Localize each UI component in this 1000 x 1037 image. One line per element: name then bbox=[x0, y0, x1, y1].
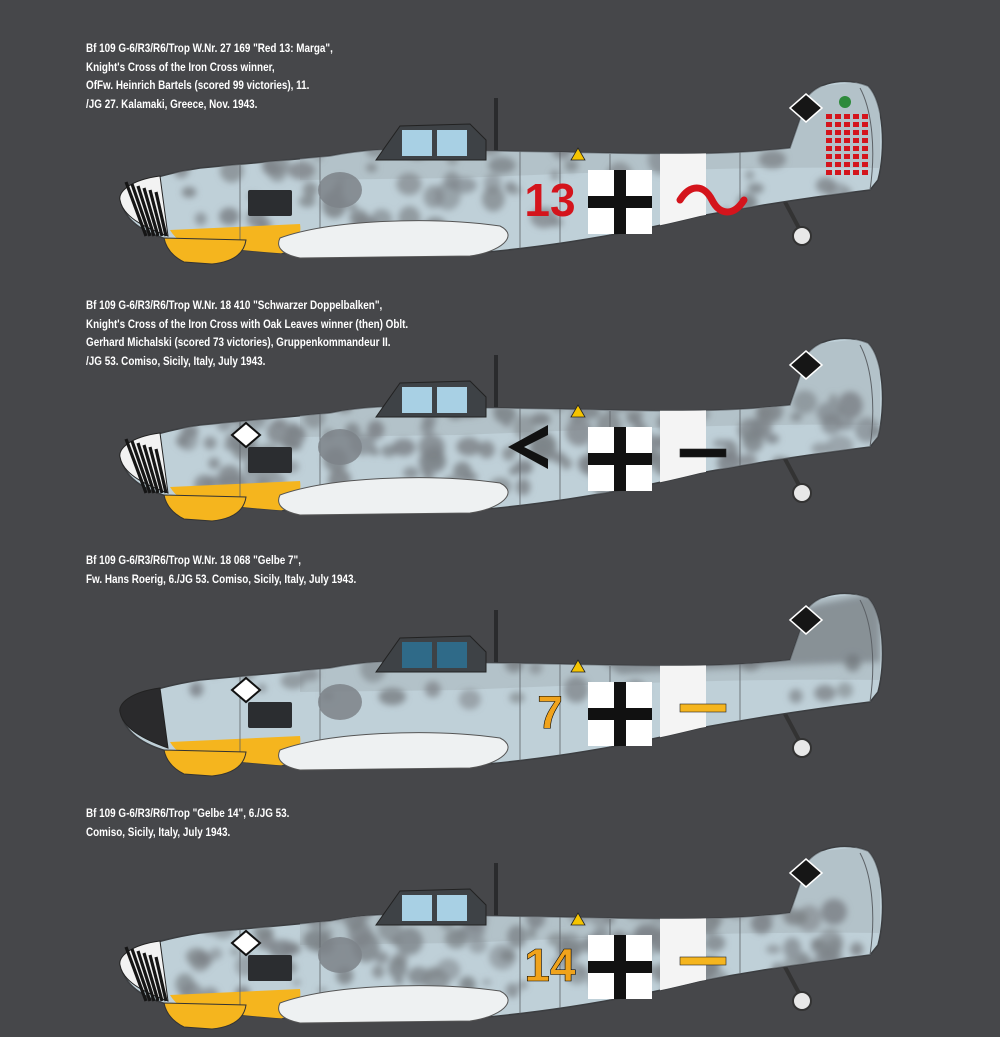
victory-mark bbox=[853, 138, 859, 143]
spine-mottle bbox=[600, 592, 880, 674]
exhaust-stacks bbox=[248, 702, 292, 728]
tailwheel bbox=[793, 739, 811, 757]
victory-mark bbox=[835, 130, 841, 135]
mottle-spot bbox=[739, 454, 757, 468]
victory-mark bbox=[844, 154, 850, 159]
aircraft-illustration bbox=[0, 297, 1000, 529]
mottle-spot bbox=[561, 458, 572, 470]
mottle-spot bbox=[732, 222, 750, 235]
mottle-spot bbox=[702, 903, 718, 916]
mottle-spot bbox=[767, 971, 784, 986]
cross-bar-horizontal bbox=[588, 708, 652, 720]
victory-mark bbox=[844, 162, 850, 167]
antenna-mast bbox=[494, 355, 498, 415]
victory-mark bbox=[826, 162, 832, 167]
mottle-spot bbox=[670, 896, 694, 917]
mottle-spot bbox=[227, 394, 249, 418]
rear-bar-marking bbox=[680, 449, 726, 457]
mottle-spot bbox=[811, 938, 822, 948]
mottle-spot bbox=[816, 177, 836, 193]
rear-bar-marking bbox=[680, 957, 726, 965]
spinner bbox=[120, 941, 168, 1001]
victory-mark bbox=[835, 114, 841, 119]
white-fuselage-band bbox=[660, 895, 706, 1015]
mottle-spot bbox=[766, 945, 781, 954]
mottle-spot bbox=[392, 439, 415, 456]
victory-mark bbox=[826, 138, 832, 143]
victory-mark bbox=[826, 114, 832, 119]
supercharger-bulge bbox=[318, 684, 362, 720]
aircraft-profile-3 bbox=[0, 552, 1000, 784]
mottle-spot bbox=[435, 450, 444, 458]
mottle-spot bbox=[756, 980, 772, 993]
aircraft-group bbox=[120, 80, 883, 264]
mottle-spot bbox=[632, 418, 643, 426]
mottle-spot bbox=[509, 692, 525, 703]
yellow-nose-underside bbox=[164, 1003, 246, 1029]
victory-mark bbox=[835, 146, 841, 151]
mottle-spot bbox=[366, 163, 377, 172]
caption-line: Gerhard Michalski (scored 73 victories), Gruppenkommandeur II. bbox=[86, 337, 391, 349]
mottle-spot bbox=[315, 892, 337, 918]
aircraft-illustration bbox=[0, 805, 1000, 1037]
supercharger-bulge bbox=[318, 937, 362, 973]
balkenkreuz-icon bbox=[588, 170, 652, 234]
mottle-spot bbox=[855, 417, 880, 442]
mottle-spot bbox=[713, 439, 727, 448]
victory-mark bbox=[844, 170, 850, 175]
mottle-spot bbox=[648, 898, 670, 915]
mottle-spot bbox=[182, 187, 196, 198]
canopy-glass bbox=[437, 895, 467, 921]
mottle-spot bbox=[704, 934, 725, 952]
mottle-spot bbox=[772, 963, 783, 976]
cross-bar-horizontal bbox=[588, 453, 652, 465]
mottle-spot bbox=[177, 907, 201, 925]
mottle-spot bbox=[303, 406, 325, 428]
spinner bbox=[120, 433, 168, 493]
mottle-spot bbox=[709, 914, 724, 923]
mottle-spot bbox=[299, 195, 316, 207]
antenna-mast bbox=[494, 98, 498, 158]
mottle-spot bbox=[219, 208, 239, 226]
victory-mark bbox=[826, 130, 832, 135]
mottle-spot bbox=[190, 685, 201, 696]
aircraft-group bbox=[120, 592, 883, 776]
mottle-spot bbox=[574, 138, 589, 148]
mottle-spot bbox=[821, 899, 847, 925]
mottle-spot bbox=[503, 421, 512, 427]
mottle-spot bbox=[577, 969, 587, 975]
victory-mark bbox=[835, 138, 841, 143]
caption-line: OfFw. Heinrich Bartels (scored 99 victories), 11. bbox=[86, 80, 310, 92]
mottle-spot bbox=[287, 425, 305, 440]
mottle-spot bbox=[814, 685, 836, 701]
mottle-spot bbox=[790, 413, 802, 422]
mottle-spot bbox=[231, 904, 242, 914]
mottle-spot bbox=[745, 170, 754, 180]
mottle-spot bbox=[525, 905, 533, 913]
mottle-spot bbox=[459, 923, 486, 940]
yellow-nose-underside bbox=[164, 495, 246, 521]
mottle-spot bbox=[344, 907, 366, 931]
mottle-spot bbox=[810, 460, 832, 474]
victory-mark bbox=[853, 130, 859, 135]
mottle-spot bbox=[824, 456, 837, 471]
mottle-spot bbox=[197, 952, 213, 966]
aircraft-profile-2 bbox=[0, 297, 1000, 529]
mottle-spot bbox=[759, 150, 786, 168]
canopy-glass bbox=[402, 895, 432, 921]
tailwheel-strut bbox=[784, 712, 800, 742]
supercharger-bulge bbox=[318, 172, 362, 208]
victory-mark bbox=[853, 122, 859, 127]
mottle-spot bbox=[598, 894, 619, 918]
victory-mark bbox=[862, 170, 868, 175]
caption-line: Bf 109 G-6/R3/R6/Trop W.Nr. 27 169 "Red 13: Marga", bbox=[86, 43, 333, 55]
exhaust-stacks bbox=[248, 190, 292, 216]
victory-mark bbox=[862, 122, 868, 127]
caption-line: /JG 53. Comiso, Sicily, Italy, July 1943. bbox=[86, 355, 266, 368]
mottle-spot bbox=[531, 413, 551, 426]
mottle-spot bbox=[456, 438, 481, 456]
tailwheel bbox=[793, 992, 811, 1010]
mottle-spot bbox=[506, 983, 519, 998]
victory-mark bbox=[862, 162, 868, 167]
mottle-spot bbox=[199, 907, 223, 927]
mottle-spot bbox=[204, 437, 217, 450]
white-fuselage-band bbox=[660, 387, 706, 507]
mottle-spot bbox=[747, 183, 763, 194]
mottle-spot bbox=[394, 978, 404, 984]
upper-spine-shade bbox=[300, 337, 880, 437]
cross-bar-horizontal bbox=[588, 961, 652, 973]
caption-line: Fw. Hans Roerig, 6./JG 53. Comiso, Sicily, Italy, July 1943. bbox=[86, 573, 357, 586]
mottle-spot bbox=[820, 200, 839, 217]
balkenkreuz-icon bbox=[588, 935, 652, 999]
mottle-spot bbox=[293, 979, 301, 986]
victory-mark bbox=[826, 146, 832, 151]
balkenkreuz-icon bbox=[588, 682, 652, 746]
mottle-spot bbox=[306, 910, 329, 928]
mottle-spot bbox=[210, 916, 236, 939]
aircraft-group bbox=[120, 337, 883, 521]
canopy-glass bbox=[402, 387, 432, 413]
mottle-spot bbox=[315, 154, 323, 160]
victory-mark bbox=[853, 162, 859, 167]
aircraft-profile-1 bbox=[0, 40, 1000, 272]
mottle-spot bbox=[267, 420, 289, 444]
exhaust-stacks bbox=[248, 955, 292, 981]
tailwheel bbox=[793, 227, 811, 245]
victory-mark bbox=[862, 138, 868, 143]
spinner bbox=[120, 176, 168, 236]
aircraft-code-number: 14 bbox=[524, 939, 576, 991]
victory-mark bbox=[844, 138, 850, 143]
mottle-spot bbox=[178, 428, 198, 451]
balkenkreuz-icon bbox=[588, 427, 652, 491]
mottle-spot bbox=[637, 911, 648, 920]
mottle-spot bbox=[214, 669, 222, 675]
canopy bbox=[376, 889, 486, 925]
mottle-spot bbox=[793, 390, 817, 413]
victory-mark bbox=[862, 154, 868, 159]
mottle-spot bbox=[827, 456, 836, 464]
aircraft-illustration bbox=[0, 40, 1000, 272]
mottle-spot bbox=[564, 676, 589, 702]
victory-mark bbox=[844, 146, 850, 151]
supercharger-bulge bbox=[318, 429, 362, 465]
mottle-spot bbox=[524, 902, 534, 912]
mottle-spot bbox=[482, 979, 491, 985]
yellow-nose-underside bbox=[164, 750, 246, 776]
canopy bbox=[376, 124, 486, 160]
mottle-spot bbox=[832, 977, 854, 992]
victory-mark bbox=[862, 130, 868, 135]
mottle-spot bbox=[459, 689, 481, 709]
mottle-spot bbox=[204, 924, 212, 934]
cross-bar-horizontal bbox=[588, 196, 652, 208]
victory-mark bbox=[844, 122, 850, 127]
mottle-spot bbox=[821, 458, 831, 467]
award-wreath-icon bbox=[839, 96, 851, 108]
victory-mark bbox=[835, 154, 841, 159]
aircraft-illustration bbox=[0, 552, 1000, 784]
victory-mark bbox=[844, 114, 850, 119]
tailwheel-strut bbox=[784, 200, 800, 230]
mottle-spot bbox=[392, 953, 408, 966]
mottle-spot bbox=[826, 967, 847, 984]
mottle-spot bbox=[760, 976, 786, 995]
canopy-glass bbox=[437, 130, 467, 156]
mottle-spot bbox=[488, 157, 516, 174]
aircraft-code-number: 13 bbox=[524, 174, 576, 226]
canopy bbox=[376, 636, 486, 672]
victory-mark bbox=[862, 114, 868, 119]
mottle-spot bbox=[797, 905, 822, 932]
mottle-spot bbox=[210, 649, 237, 672]
mottle-spot bbox=[509, 467, 518, 476]
mottle-spot bbox=[837, 682, 853, 698]
mottle-spot bbox=[253, 654, 276, 670]
mottle-spot bbox=[526, 906, 545, 928]
victory-mark bbox=[862, 146, 868, 151]
antenna-mast bbox=[494, 863, 498, 923]
mottle-spot bbox=[819, 981, 837, 997]
canopy-glass bbox=[437, 642, 467, 668]
mottle-spot bbox=[238, 917, 248, 925]
victory-mark bbox=[826, 154, 832, 159]
mottle-spot bbox=[762, 987, 781, 1000]
victory-mark bbox=[853, 114, 859, 119]
mottle-spot bbox=[500, 950, 516, 961]
mottle-spot bbox=[218, 465, 241, 485]
exhaust-stacks bbox=[248, 447, 292, 473]
mottle-spot bbox=[565, 159, 579, 171]
upper-spine-shade bbox=[300, 80, 880, 180]
mottle-spot bbox=[505, 182, 516, 192]
rear-bar-marking bbox=[680, 704, 726, 712]
mottle-spot bbox=[527, 928, 536, 939]
canopy-glass bbox=[402, 642, 432, 668]
victory-mark bbox=[853, 146, 859, 151]
victory-mark bbox=[844, 130, 850, 135]
mottle-spot bbox=[789, 689, 803, 703]
mottle-spot bbox=[725, 902, 750, 918]
mottle-spot bbox=[838, 457, 865, 488]
mottle-spot bbox=[213, 910, 238, 926]
caption-line: Bf 109 G-6/R3/R6/Trop W.Nr. 18 410 "Schwarzer Doppelbalken", bbox=[86, 300, 383, 312]
aircraft-code-number: 7 bbox=[537, 686, 563, 738]
mottle-spot bbox=[654, 395, 669, 409]
caption-line: Comiso, Sicily, Italy, July 1943. bbox=[86, 826, 231, 839]
caption-line: Bf 109 G-6/R3/R6/Trop "Gelbe 14", 6./JG 53. bbox=[86, 808, 290, 820]
mottle-spot bbox=[765, 434, 779, 444]
caption-line: Bf 109 G-6/R3/R6/Trop W.Nr. 18 068 "Gelbe 7", bbox=[86, 555, 301, 567]
upper-spine-shade bbox=[300, 592, 880, 692]
white-fuselage-band bbox=[660, 642, 706, 762]
mottle-spot bbox=[379, 688, 406, 705]
mottle-spot bbox=[208, 458, 220, 470]
mottle-spot bbox=[552, 138, 573, 159]
mottle-spot bbox=[195, 212, 207, 225]
mottle-spot bbox=[232, 151, 248, 161]
canopy-glass bbox=[402, 130, 432, 156]
aircraft-group bbox=[120, 845, 883, 1029]
mottle-spot bbox=[617, 397, 630, 411]
mottle-spot bbox=[216, 417, 232, 432]
yellow-nose-underside bbox=[164, 238, 246, 264]
mottle-spot bbox=[736, 644, 757, 662]
mottle-spot bbox=[303, 182, 318, 197]
mottle-spot bbox=[372, 965, 384, 978]
mottle-spot bbox=[834, 197, 861, 226]
victory-mark bbox=[826, 170, 832, 175]
canopy bbox=[376, 381, 486, 417]
mottle-spot bbox=[310, 142, 324, 150]
victory-mark bbox=[853, 170, 859, 175]
mottle-spot bbox=[183, 397, 210, 415]
caption-line: Knight's Cross of the Iron Cross winner, bbox=[86, 61, 275, 74]
mottle-spot bbox=[516, 478, 530, 495]
canopy-glass bbox=[437, 387, 467, 413]
mottle-spot bbox=[816, 402, 843, 424]
antenna-mast bbox=[494, 610, 498, 670]
mottle-spot bbox=[396, 173, 421, 195]
caption-line: Knight's Cross of the Iron Cross with Oak Leaves winner (then) Oblt. bbox=[86, 318, 409, 331]
mottle-spot bbox=[850, 942, 863, 956]
tailwheel bbox=[793, 484, 811, 502]
aircraft-profile-4 bbox=[0, 805, 1000, 1037]
mottle-spot bbox=[758, 212, 773, 229]
tailwheel-strut bbox=[784, 457, 800, 487]
mottle-spot bbox=[826, 435, 853, 456]
mottle-spot bbox=[626, 901, 637, 911]
victory-mark bbox=[826, 122, 832, 127]
victory-mark bbox=[853, 154, 859, 159]
mottle-spot bbox=[207, 667, 220, 677]
mottle-spot bbox=[484, 173, 502, 193]
mottle-spot bbox=[425, 681, 441, 697]
mottle-spot bbox=[757, 400, 783, 423]
mottle-spot bbox=[287, 162, 315, 180]
mottle-spot bbox=[478, 441, 494, 458]
mottle-spot bbox=[267, 903, 281, 914]
victory-mark bbox=[835, 170, 841, 175]
mottle-spot bbox=[200, 410, 215, 424]
mottle-spot bbox=[760, 975, 779, 993]
tailwheel-strut bbox=[784, 965, 800, 995]
mottle-spot bbox=[435, 182, 461, 211]
victory-mark bbox=[835, 162, 841, 167]
mottle-spot bbox=[173, 159, 189, 178]
mottle-spot bbox=[820, 948, 842, 967]
mottle-spot bbox=[262, 931, 273, 938]
mottle-spot bbox=[606, 399, 622, 415]
mottle-spot bbox=[818, 971, 834, 988]
mottle-spot bbox=[738, 418, 765, 442]
caption-line: /JG 27. Kalamaki, Greece, Nov. 1943. bbox=[86, 98, 258, 111]
mottle-spot bbox=[196, 144, 213, 156]
victory-mark bbox=[835, 122, 841, 127]
